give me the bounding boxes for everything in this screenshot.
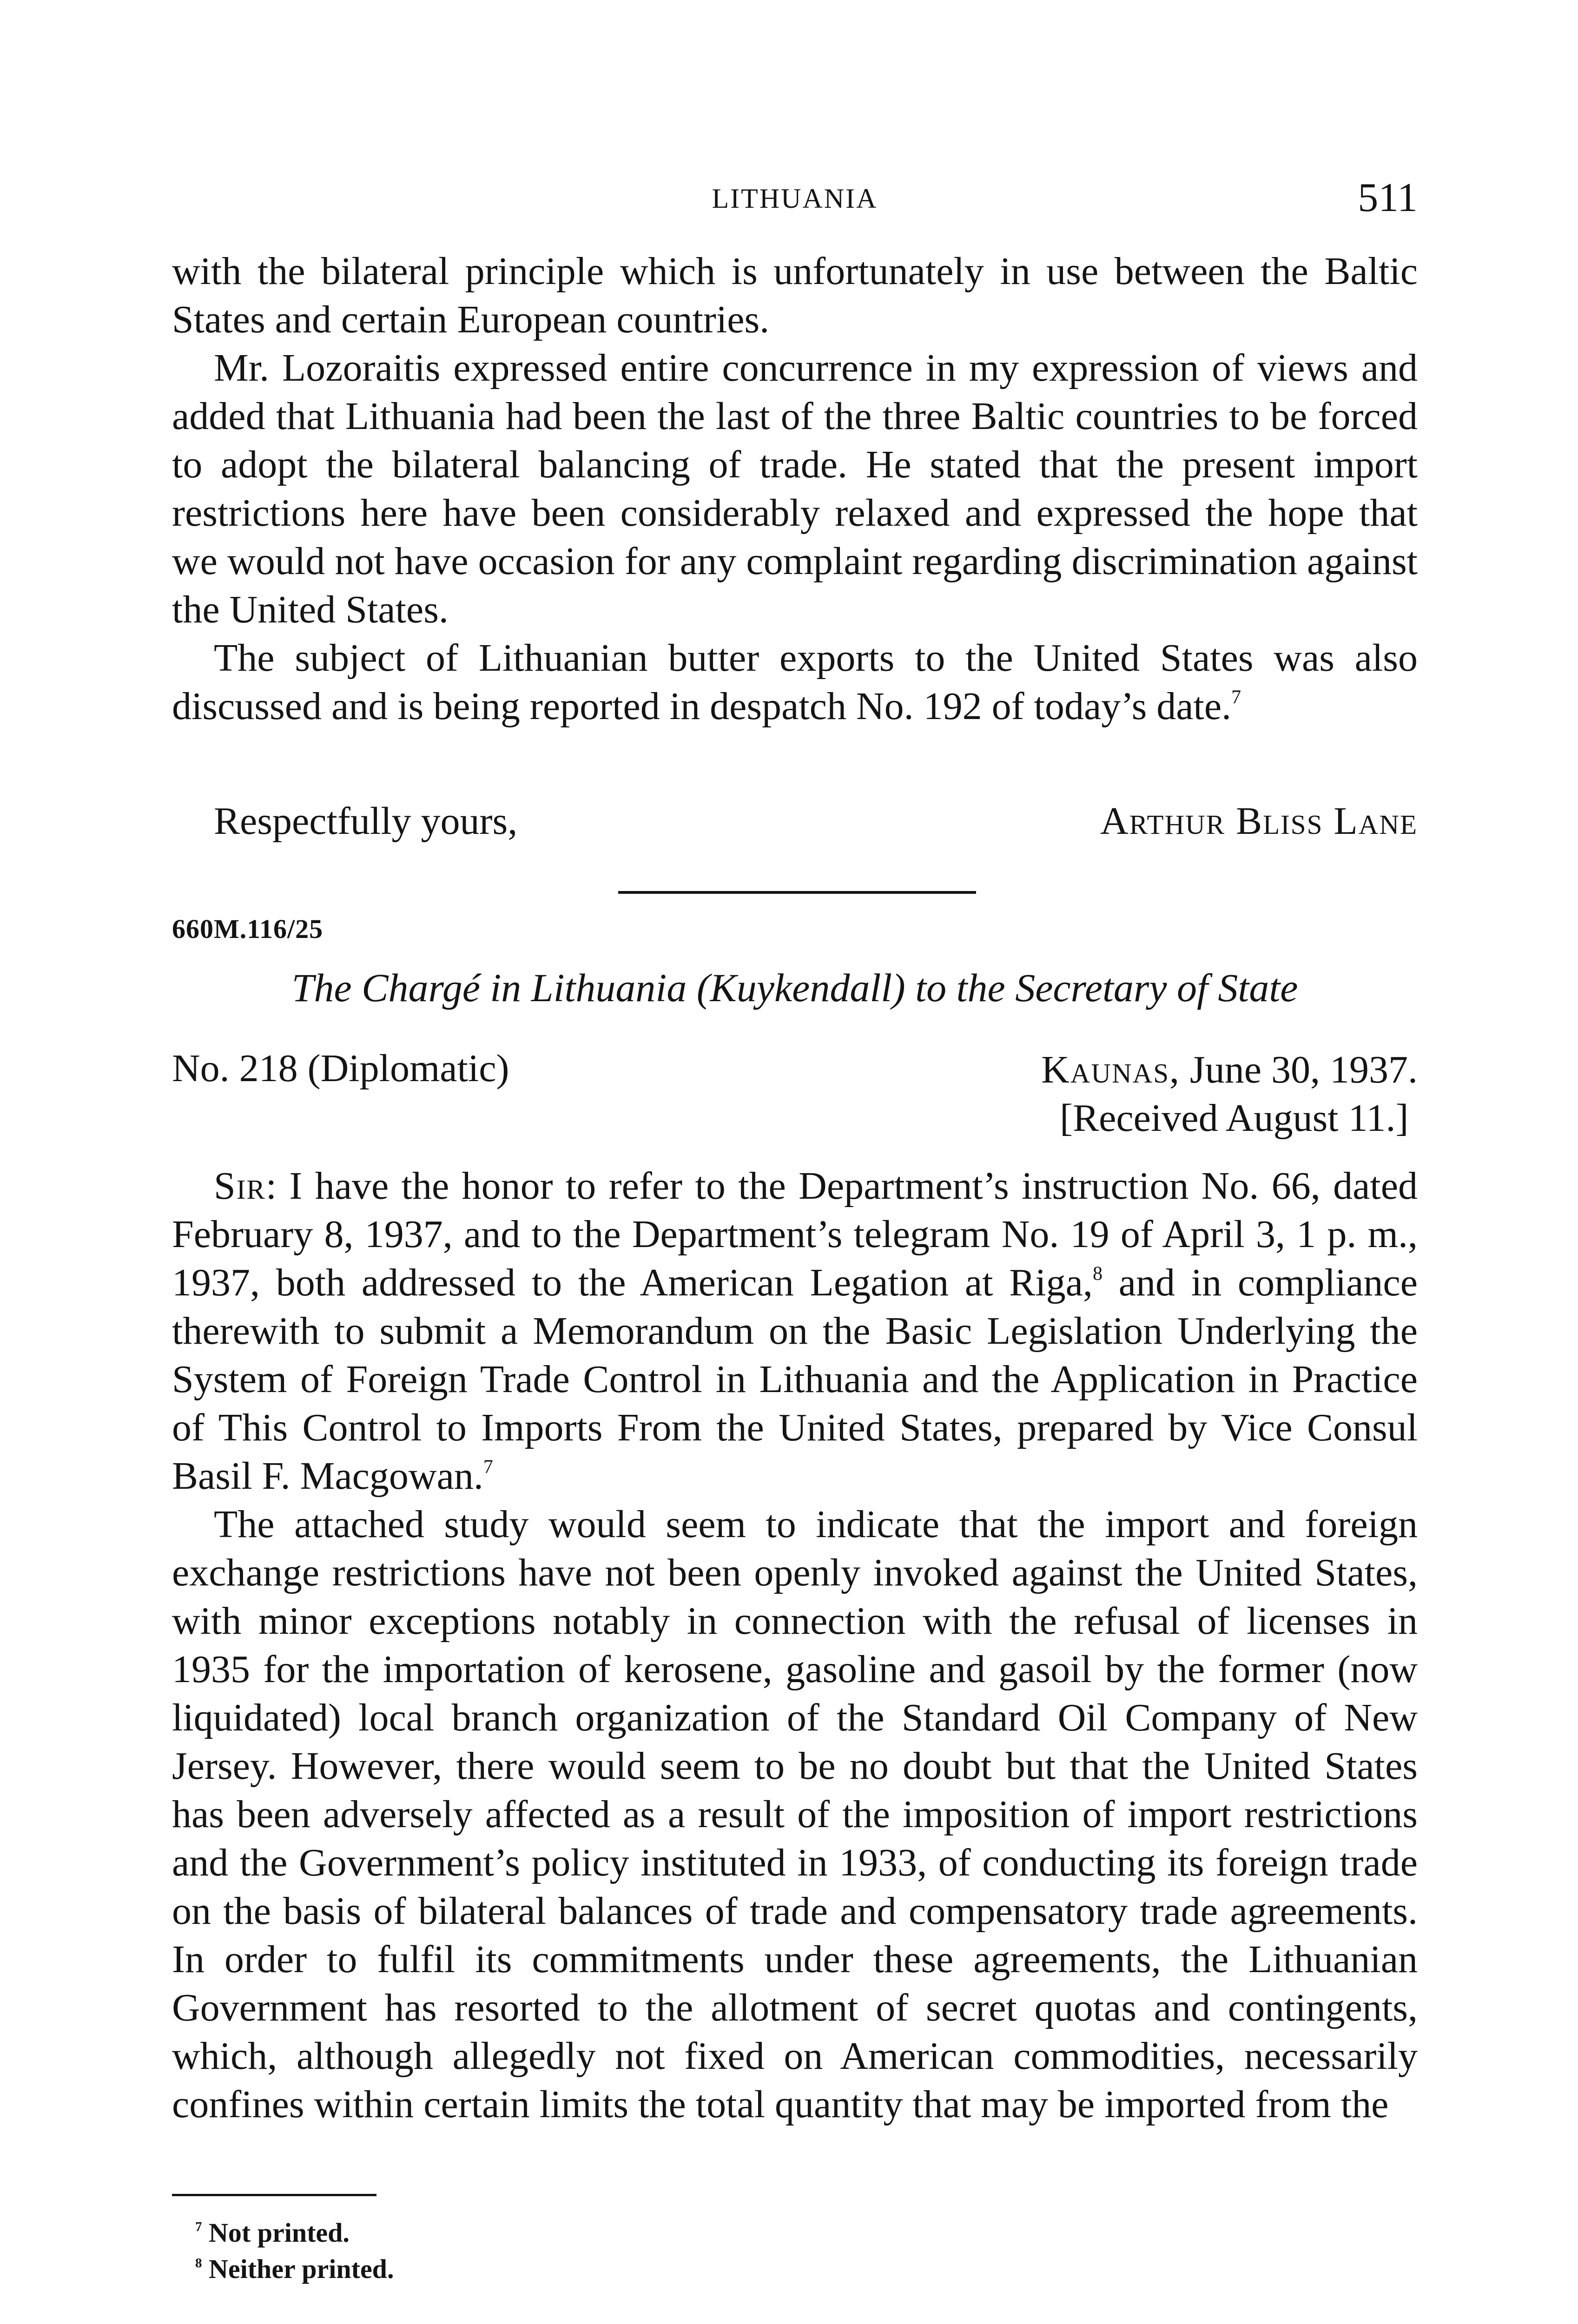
paragraph-butter-text: The subject of Lithuanian butter exports to the United States was also discussed and is being reported in despatch No. 192 of today’s date.	[172, 636, 1418, 728]
closing-line: Respectfully yours,	[214, 799, 518, 843]
place-date-line	[1041, 1046, 1418, 1094]
continued-letter	[172, 247, 1418, 731]
footnote-ref: 8	[1092, 1263, 1103, 1285]
file-number: 660M.116/25	[172, 914, 324, 944]
running-title: LITHUANIA	[712, 183, 878, 214]
footnote-text: Not printed.	[209, 2218, 350, 2248]
received-date: [Received August 11.]	[1060, 1096, 1409, 1140]
footnote-item	[195, 2251, 394, 2287]
running-header	[172, 174, 1418, 225]
paragraph-sir	[172, 1162, 1418, 1500]
footnotes	[195, 2215, 394, 2287]
letter-body	[172, 1162, 1418, 2129]
paragraph-attached-study: The attached study would seem to indicate that the import and foreign exchange restrictions have not been openly invoked against the United States, with minor exceptions notably in connection with the refusal of licenses in 1935 for the importation of kerosene, gasoline and gasoil by the former (now liquidated) local branch organization of the Standard Oil Company of New Jersey. However, there would seem to be no doubt but that the United States has been adversely affected as a result of the imposition of import restrictions and the Government’s policy instituted in 1933, of conducting its foreign trade on the basis of bilateral balances of trade and compensatory trade agreements. In order to fulfil its commitments under these agreements, the Lithuanian Government has resorted to the allotment of secret quotas and contingents, which, although allegedly not fixed on American commodities, necessarily confines within certain limits the total quantity that may be imported from the	[172, 1503, 1418, 2126]
place-name: Kaunas,	[1041, 1048, 1181, 1091]
despatch-number: No. 218 (Diplomatic)	[172, 1047, 509, 1090]
footnote-text: Neither printed.	[209, 2254, 394, 2284]
footnote-ref: 7	[1231, 687, 1241, 708]
document-heading: The Chargé in Lithuania (Kuykendall) to the Secretary of State	[291, 965, 1298, 1010]
footnote-mark: 8	[195, 2255, 202, 2271]
paragraph-sir-text-b: and in compliance therewith to submit a Memorandum on the Basic Legislation Underlying the System of Foreign Trade Control in Lithuania and the Application in Practice of This Control to Imports From the United States, prepared by Vice Consul Basil F. Macgowan.	[172, 1261, 1418, 1498]
salutation: Sir	[214, 1164, 266, 1208]
paragraph-continuation: with the bilateral principle which is unfortunately in use between the Baltic States and certain European countries.	[172, 250, 1418, 341]
paragraph-sir-text-a: : I have the honor to refer to the Department’s instruction No. 66, dated February 8, 1937, and to the Department’s telegram No. 19 of April 3, 1 p. m., 1937, both addressed to the American Legation at Riga,	[172, 1164, 1418, 1304]
footnote-item	[195, 2215, 394, 2251]
footnote-rule	[172, 2194, 376, 2196]
section-divider	[618, 891, 976, 894]
footnote-mark: 7	[195, 2219, 202, 2234]
page-number: 511	[1358, 175, 1418, 220]
paragraph-butter-exports	[172, 634, 1418, 731]
signatory-name: Arthur Bliss Lane	[1100, 799, 1418, 843]
letter-date: June 30, 1937.	[1190, 1048, 1418, 1091]
signature-block	[172, 799, 1418, 850]
paragraph-lozoraitis: Mr. Lozoraitis expressed entire concurrence in my expression of views and added that Lithuania had been the last of the three Baltic countries to be forced to adopt the bilateral balancing of trade. He stated that the present import restrictions here have been considerably relaxed and expressed the hope that we would not have occasion for any complaint regarding discrimination against the United States.	[172, 346, 1418, 631]
footnote-ref: 7	[483, 1456, 493, 1478]
place-date-block	[1041, 1046, 1418, 1142]
